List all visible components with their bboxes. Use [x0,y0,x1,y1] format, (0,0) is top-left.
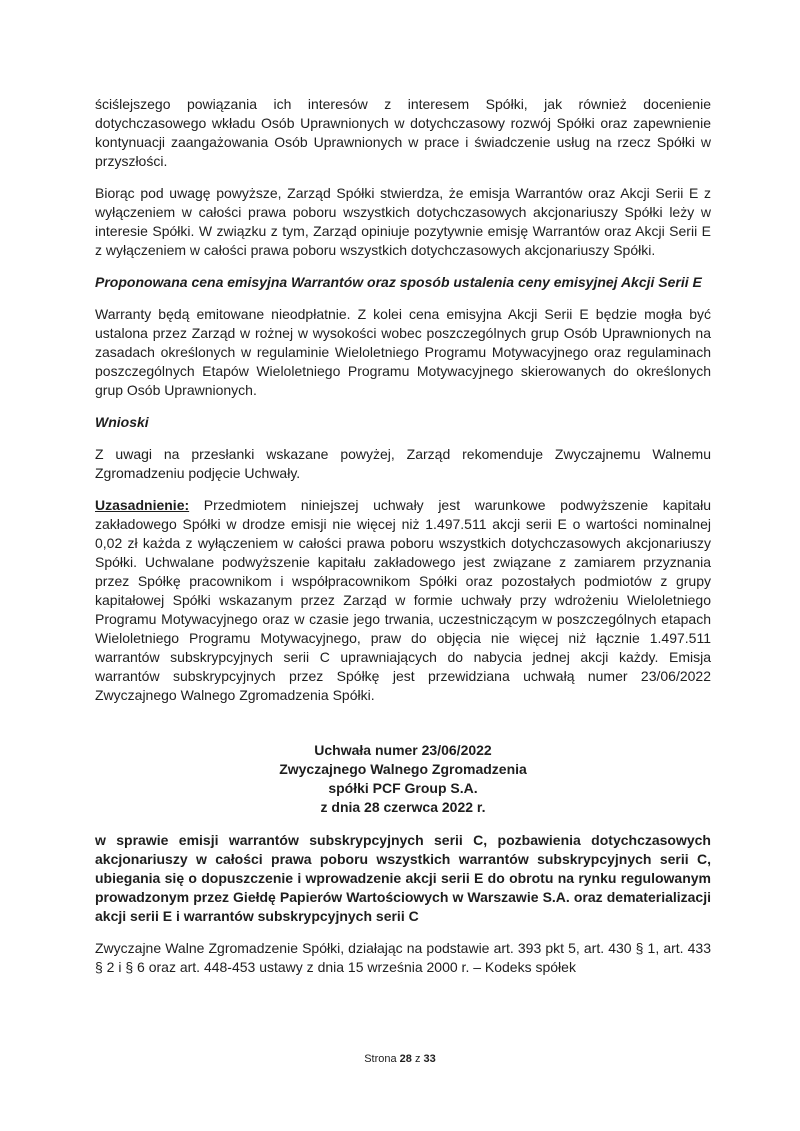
heading-issue-price: Proponowana cena emisyjna Warrantów oraz sposób ustalenia ceny emisyjnej Akcji Serii E [95,274,702,290]
resolution-title [95,741,711,817]
heading-conclusions: Wnioski [95,414,149,430]
footer-of-label: z [414,1053,421,1065]
paragraph-recommendation: Z uwagi na przesłanki wskazane powyżej, Zarząd rekomenduje Zwyczajnemu Walnemu Zgromadzeniu podjęcie Uchwały. [95,446,711,481]
resolution-title-line-assembly: Zwyczajnego Walnego Zgromadzenia [279,761,527,777]
justification-text: Przedmiotem niniejszej uchwały jest warunkowe podwyższenie kapitału zakładowego Spółki w drodze emisji nie więcej niż 1.497.511 akcji serii E o wartości nominalnej 0,02 zł każda z wyłączeniem w całości prawa poboru wszystkich dotychczasowych akcjonariuszy Spółki. Uchwalane podwyższenie kapitału zakładowego jest związane z zamiarem przyznania przez Spółkę pracownikom i współpracownikom Spółki oraz pozostałych podmiotów z grupy kapitałowej Spółki wskazanym przez Zarząd w formie uchwały przy wdrożeniu Wieloletniego Programu Motywacyjnego oraz w czasie jego trwania, uczestniczącym w poszczególnych etapach Wieloletniego Programu Motywacyjnego, praw do objęcia nie więcej niż łącznie 1.497.511 warrantów subskrypcyjnych serii C uprawniających do nabycia jednej akcji każdy. Emisja warrantów subskrypcyjnych przez Spółkę jest przewidziana uchwałą numer 23/06/2022 Zwyczajnego Walnego Zgromadzenia Spółki. [95,497,712,703]
paragraph-resolution-subject: w sprawie emisji warrantów subskrypcyjnych serii C, pozbawienia dotychczasowych akcjonariuszy w całości prawa poboru wszystkich warrantów subskrypcyjnych serii C, ubiegania się o dopuszczenie i wprowadzenie akcji serii E do obrotu na rynku regulowanym prowadzonym przez Giełdę Papierów Wartościowych w Warszawie S.A. oraz dematerializacji akcji serii E i warrantów subskrypcyjnych serii C [95,832,711,924]
page-footer [0,1052,800,1066]
resolution-title-line-date: z dnia 28 czerwca 2022 r. [320,799,486,815]
paragraph-interests: ściślejszego powiązania ich interesów z interesem Spółki, jak również docenienie dotychczasowego wkładu Osób Uprawnionych w dotychczasowy rozwój Spółki oraz zapewnienie kontynuacji zaangażowania Osób Uprawnionych w prace i świadczenie usług na rzecz Spółki w przyszłości. [95,96,711,169]
resolution-title-line-number: Uchwała numer 23/06/2022 [314,742,492,758]
paragraph-warrant-price: Warranty będą emitowane nieodpłatnie. Z kolei cena emisyjna Akcji Serii E będzie mogła być ustalona przez Zarząd w rożnej w wysokości wobec poszczególnych grup Osób Uprawnionych na zasadach określonych w regulaminie Wieloletniego Programu Motywacyjnego oraz regulaminach poszczególnych Etapów Wieloletniego Programu Motywacyjnego skierowanych do określonych grup Osób Uprawnionych. [95,306,711,398]
footer-current-page-number: 28 [399,1053,412,1065]
paragraph-justification [95,496,711,705]
footer-total-pages-number: 33 [423,1053,436,1065]
paragraph-board-opinion: Biorąc pod uwagę powyższe, Zarząd Spółki stwierdza, że emisja Warrantów oraz Akcji Serii E z wyłączeniem w całości prawa poboru wszystkich dotychczasowych akcjonariuszy Spółki leży w interesie Spółki. W związku z tym, Zarząd opiniuje pozytywnie emisję Warrantów oraz Akcji Serii E z wyłączeniem w całości prawa poboru wszystkich dotychczasowych akcjonariuszy Spółki. [95,185,711,258]
paragraph-legal-basis: Zwyczajne Walne Zgromadzenie Spółki, działając na podstawie art. 393 pkt 5, art. 430 § 1, art. 433 § 2 i § 6 oraz art. 448-453 ustawy z dnia 15 września 2000 r. – Kodeks spółek [95,940,711,975]
resolution-title-line-company: spółki PCF Group S.A. [328,780,478,796]
justification-label: Uzasadnienie: [95,497,190,513]
document-body [95,95,711,977]
footer-page-label: Strona [364,1053,397,1065]
